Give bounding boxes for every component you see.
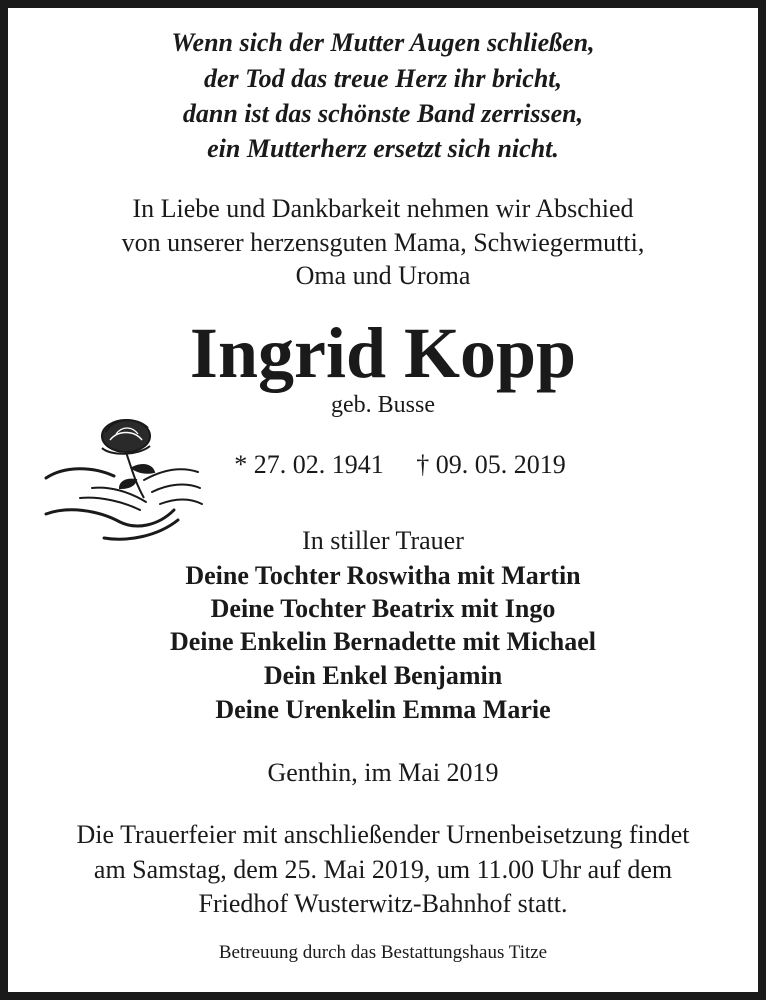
- mourner-2: Deine Tochter Beatrix mit Ingo: [210, 594, 556, 623]
- birth-name: geb. Busse: [331, 392, 435, 418]
- funeral-line-3: Friedhof Wusterwitz-Bahnhof statt.: [198, 889, 568, 918]
- poem-line-1: Wenn sich der Mutter Augen schließen,: [171, 28, 595, 57]
- funeral-line-1: Die Trauerfeier mit anschließender Urnenbeisetzung findet: [76, 820, 690, 849]
- mourner-3: Deine Enkelin Bernadette mit Michael: [169, 627, 597, 656]
- poem-line-2: der Tod das treue Herz ihr bricht,: [203, 64, 563, 93]
- life-dates: * 27. 02. 1941 † 09. 05. 2019: [234, 450, 566, 479]
- intro-line-2: von unserer herzensguten Mama, Schwiegermutti,: [121, 228, 645, 257]
- intro-line-1: In Liebe und Dankbarkeit nehmen wir Abschied: [132, 194, 634, 223]
- poem-line-3: dann ist das schönste Band zerrissen,: [182, 99, 584, 128]
- mourner-4: Dein Enkel Benjamin: [263, 661, 503, 690]
- place-date: Genthin, im Mai 2019: [267, 758, 499, 787]
- deceased-name: Ingrid Kopp: [189, 313, 577, 393]
- poem-line-4: ein Mutterherz ersetzt sich nicht.: [207, 134, 559, 163]
- mourners-heading: In stiller Trauer: [302, 526, 464, 555]
- funeral-home-credit: Betreuung durch das Bestattungshaus Titze: [218, 942, 548, 963]
- mourner-1: Deine Tochter Roswitha mit Martin: [185, 561, 581, 590]
- funeral-line-2: am Samstag, dem 25. Mai 2019, um 11.00 Uhr auf dem: [93, 855, 673, 884]
- mourner-5: Deine Urenkelin Emma Marie: [215, 695, 551, 724]
- intro-line-3: Oma und Uroma: [295, 261, 471, 290]
